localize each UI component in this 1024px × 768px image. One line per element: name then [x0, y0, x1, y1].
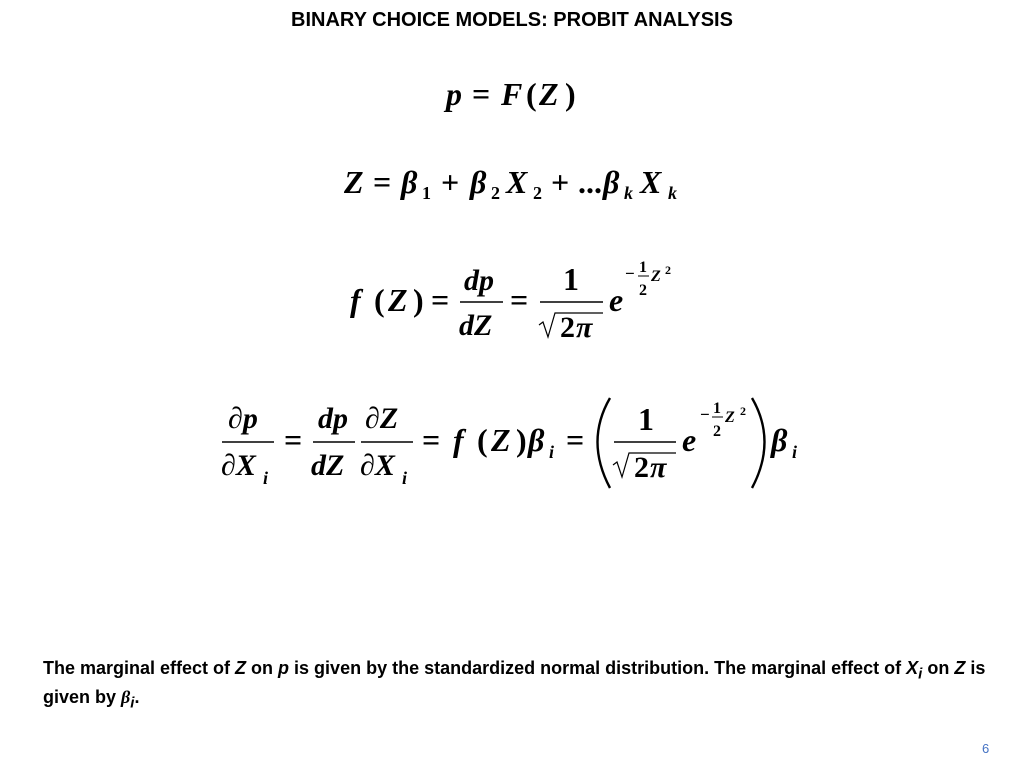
svg-text:2: 2 [491, 183, 500, 203]
svg-text:β: β [528, 422, 545, 458]
svg-text:=: = [373, 164, 392, 200]
svg-text:Z: Z [725, 409, 735, 426]
svg-text:β: β [603, 164, 620, 200]
svg-text:e: e [682, 422, 697, 458]
svg-text:(: ( [374, 282, 385, 318]
svg-text:+: + [441, 164, 460, 200]
slide-title: BINARY CHOICE MODELS: PROBIT ANALYSIS [291, 9, 733, 31]
svg-text:∂X: ∂X [360, 449, 395, 482]
equation-1 [443, 76, 576, 112]
svg-text:Z: Z [344, 164, 364, 200]
svg-text:+: + [551, 164, 570, 200]
svg-text:): ) [413, 282, 424, 318]
equation-3 [350, 259, 671, 344]
svg-text:∂X: ∂X [221, 449, 256, 482]
svg-text:π: π [650, 451, 667, 484]
svg-text:e: e [609, 282, 624, 318]
svg-text:Z: Z [388, 282, 408, 318]
svg-text:f: f [453, 422, 464, 458]
svg-text:i: i [549, 442, 555, 462]
svg-text:∂Z: ∂Z [365, 402, 399, 435]
svg-text:k: k [668, 183, 677, 203]
svg-text:2: 2 [560, 311, 575, 344]
svg-text:β: β [401, 164, 418, 200]
svg-text:2: 2 [533, 183, 542, 203]
svg-text:2: 2 [634, 451, 649, 484]
equation-4 [221, 398, 797, 488]
svg-text:−: − [700, 405, 710, 424]
svg-text:X: X [506, 164, 528, 200]
svg-text:): ) [516, 422, 527, 458]
svg-text:dp: dp [318, 402, 348, 435]
svg-text:=: = [431, 282, 450, 318]
svg-text:=: = [422, 422, 441, 458]
caption-text: The marginal effect of Z on p is given by the standardized normal distribution. The marginal effect of $X_i$ on Z is given by $\beta_i$. [43, 658, 986, 712]
svg-text:β: β [771, 422, 788, 458]
svg-text:): ) [565, 76, 576, 112]
svg-text:p: p [446, 76, 462, 112]
svg-text:∂p: ∂p [228, 402, 258, 435]
svg-text:i: i [263, 468, 269, 488]
svg-text:=: = [510, 282, 529, 318]
svg-text:k: k [624, 183, 633, 203]
svg-text:(: ( [526, 76, 537, 112]
svg-text:=: = [566, 422, 585, 458]
svg-text:X: X [640, 164, 662, 200]
svg-text:F: F [501, 76, 523, 112]
equation-2 [343, 164, 677, 203]
svg-text:1: 1 [422, 183, 431, 203]
svg-text:β: β [470, 164, 487, 200]
svg-text:−: − [625, 264, 635, 283]
svg-text:2: 2 [740, 404, 746, 418]
svg-text:Z: Z [491, 422, 511, 458]
svg-text:=: = [472, 76, 491, 112]
svg-text:...: ... [578, 164, 602, 200]
svg-text:i: i [792, 442, 798, 462]
svg-text:i: i [402, 468, 408, 488]
svg-text:f: f [350, 282, 361, 318]
svg-text:1: 1 [713, 400, 721, 417]
svg-text:2: 2 [713, 423, 721, 440]
svg-text:2: 2 [665, 263, 671, 277]
svg-text:1: 1 [563, 261, 579, 297]
page-number: 6 [982, 741, 990, 756]
svg-text:2: 2 [639, 282, 647, 299]
svg-text:π: π [576, 311, 593, 344]
svg-text:=: = [284, 422, 303, 458]
svg-text:1: 1 [638, 401, 654, 437]
svg-text:dZ: dZ [459, 309, 493, 342]
svg-text:dp: dp [464, 264, 494, 297]
svg-text:Z: Z [539, 76, 559, 112]
svg-text:1: 1 [639, 259, 647, 276]
svg-text:Z: Z [651, 268, 661, 285]
svg-text:(: ( [477, 422, 488, 458]
svg-text:dZ: dZ [311, 449, 345, 482]
